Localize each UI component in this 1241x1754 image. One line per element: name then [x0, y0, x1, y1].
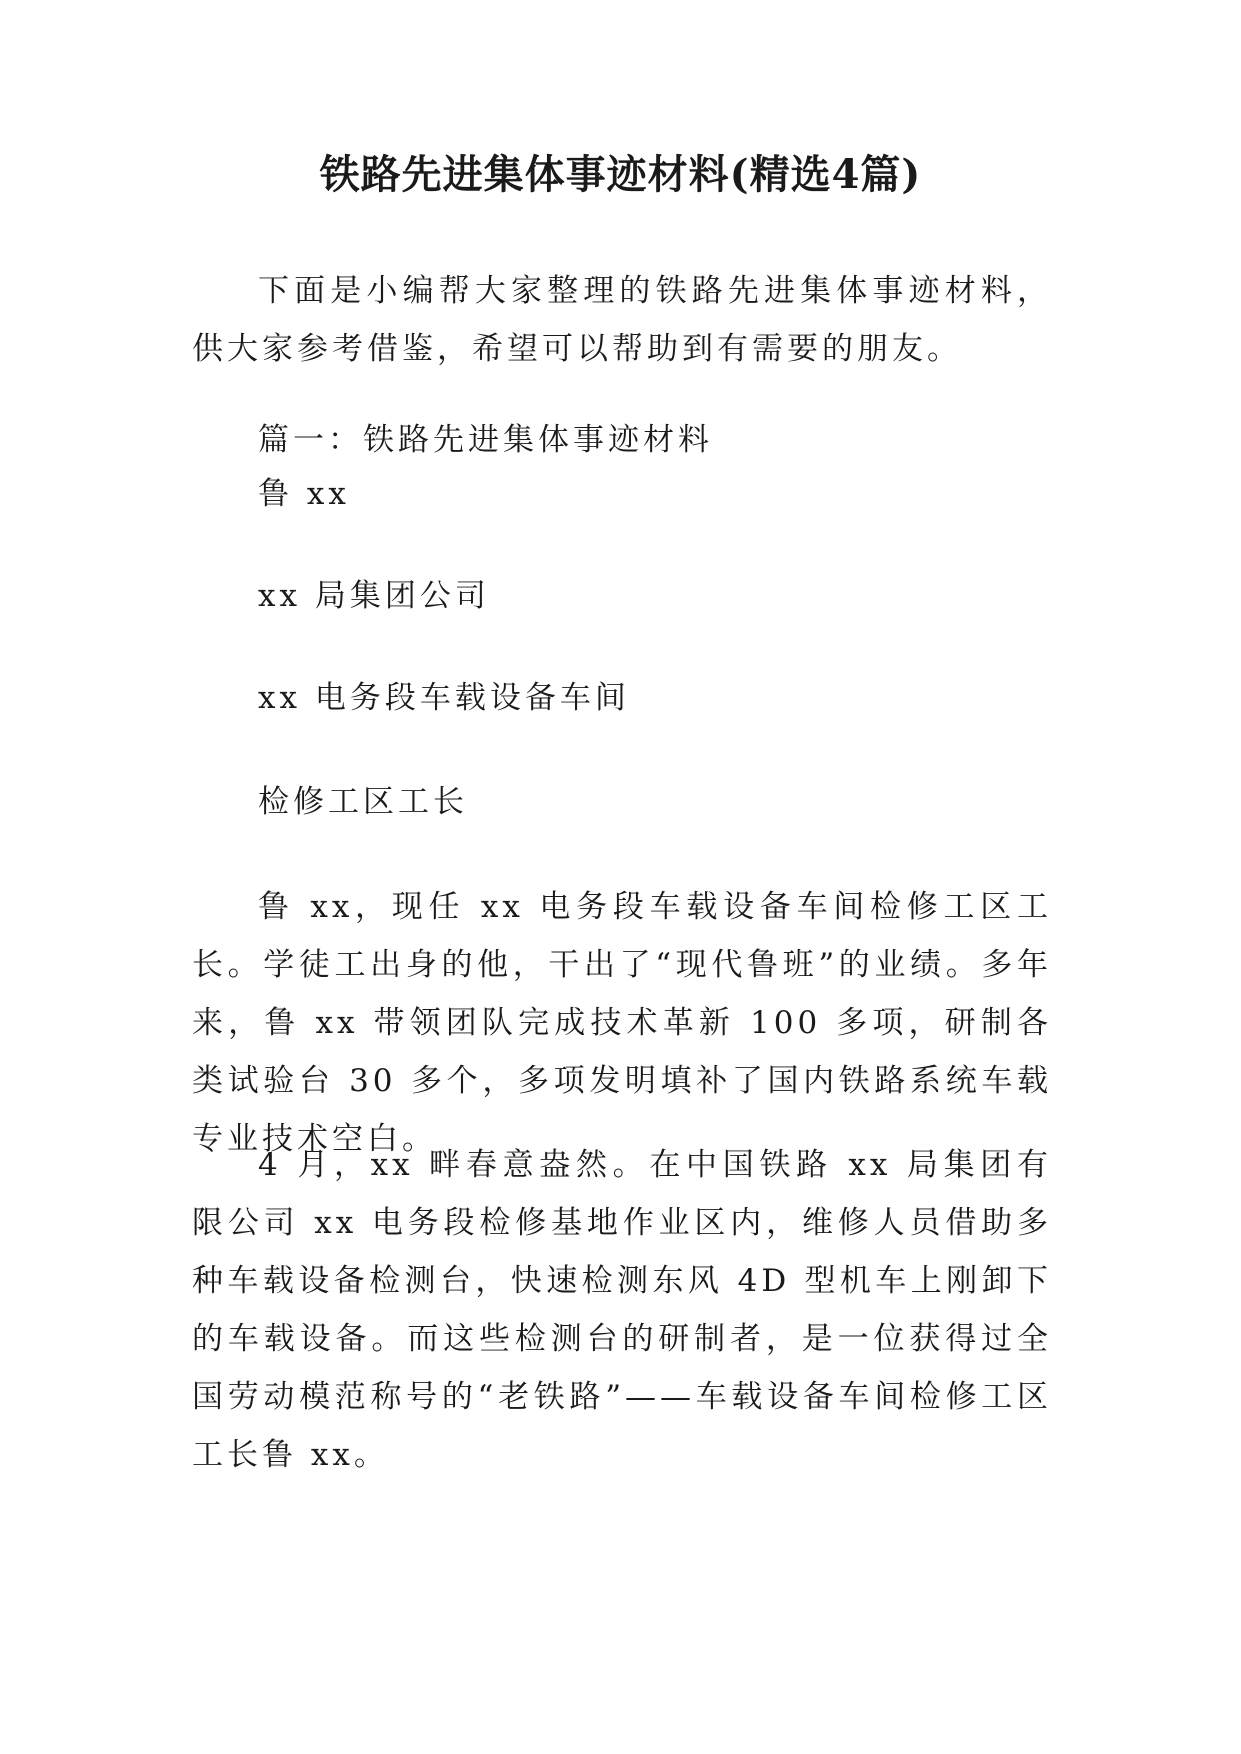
document-title: 铁路先进集体事迹材料(精选4篇) — [319, 151, 922, 198]
section-heading: 篇一：铁路先进集体事迹材料 — [258, 422, 713, 458]
body-paragraph-1: 鲁 xx，现任 xx 电务段车载设备车间检修工区工长。学徒工出身的他，干出了“现代鲁班”的业绩。多年来，鲁 xx 带领团队完成技术革新 100 多项，研制各类试验台 30 多个，多项发明填补了国内铁路系统车载专业技术空白。 — [192, 889, 1052, 1157]
workshop-name: xx 电务段车载设备车间 — [258, 680, 630, 716]
body-paragraph-2: 4 月，xx 畔春意盎然。在中国铁路 xx 局集团有限公司 xx 电务段检修基地作业区内，维修人员借助多种车载设备检测台，快速检测东风 4D 型机车上刚卸下的车载设备。而这些检测台的研制者，是一位获得过全国劳动模范称号的“老铁路”——车载设备车间检修工区工长鲁 xx。 — [192, 1147, 1052, 1473]
company-name: xx 局集团公司 — [258, 578, 490, 614]
intro-paragraph: 下面是小编帮大家整理的铁路先进集体事迹材料，供大家参考借鉴，希望可以帮助到有需要的朋友。 — [192, 273, 1052, 367]
person-name: 鲁 xx — [258, 476, 350, 512]
position-title: 检修工区工长 — [258, 784, 468, 820]
